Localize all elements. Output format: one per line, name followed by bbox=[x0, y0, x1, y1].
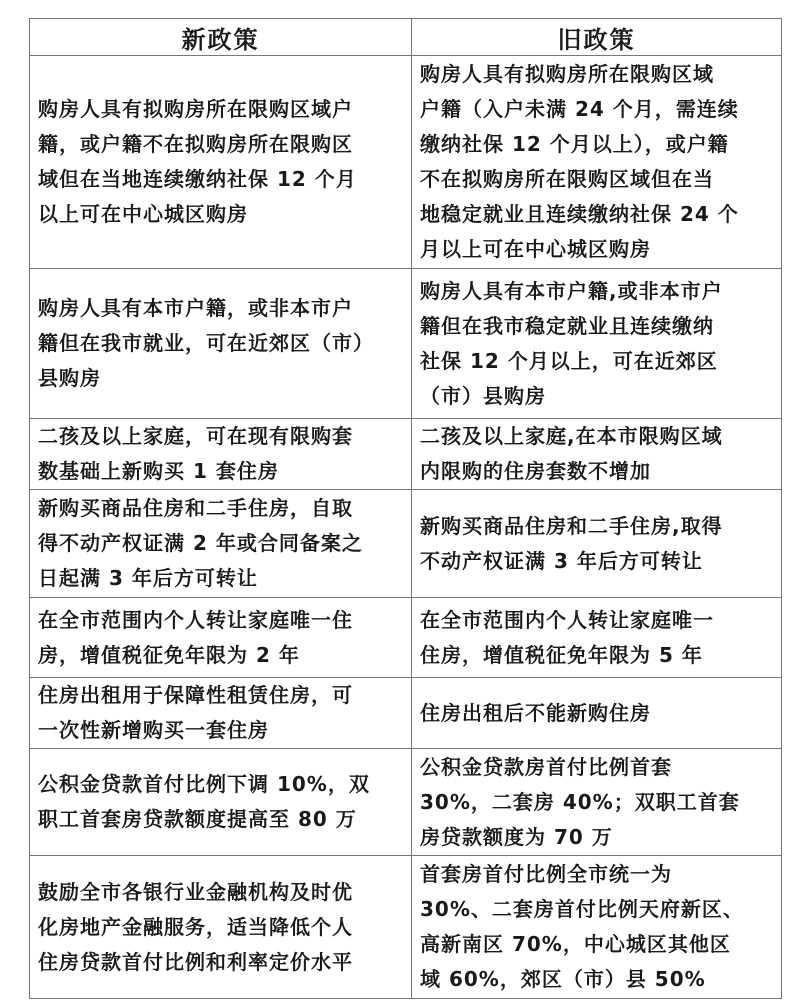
cell-text-line: 购房人具有拟购房所在限购区域户 bbox=[38, 97, 353, 121]
header-old-policy: 旧政策 bbox=[412, 19, 782, 56]
cell-text-line: 籍但在我市稳定就业且连续缴纳 bbox=[420, 313, 714, 338]
header-row bbox=[30, 19, 782, 56]
cell-text-line: 日起满 3 年后方可转让 bbox=[38, 566, 258, 590]
cell-text-line: 房贷款额度为 70 万 bbox=[420, 824, 613, 849]
cell-text-line: 住房，增值税征免年限为 5 年 bbox=[420, 642, 703, 667]
old-policy-cell bbox=[412, 269, 782, 419]
old-policy-cell bbox=[412, 56, 782, 269]
table-row bbox=[30, 419, 782, 490]
policy-comparison-table bbox=[29, 18, 782, 999]
cell-text-line: 内限购的住房套数不增加 bbox=[420, 459, 651, 483]
old-policy-cell bbox=[412, 856, 782, 999]
cell-text-line: 社保 12 个月以上，可在近郊区 bbox=[420, 348, 718, 373]
cell-text-line: 新购买商品住房和二手住房,取得 bbox=[420, 513, 723, 538]
new-policy-cell bbox=[30, 678, 412, 749]
cell-text-line: 县购房 bbox=[38, 366, 101, 390]
cell-text-line: 二孩及以上家庭，可在现有限购套 bbox=[38, 424, 353, 448]
cell-text-line: 籍，或户籍不在拟购房所在限购区 bbox=[38, 132, 353, 156]
old-policy-cell bbox=[412, 598, 782, 678]
table-row bbox=[30, 269, 782, 419]
cell-text-line: 不在拟购房所在限购区域但在当 bbox=[420, 167, 714, 191]
cell-text-line: 地稳定就业且连续缴纳社保 24 个 bbox=[420, 202, 739, 226]
cell-text-line: 高新南区 70%，中心城区其他区 bbox=[420, 932, 731, 956]
cell-text-line: 购房人具有本市户籍，或非本市户 bbox=[38, 296, 353, 320]
new-policy-cell bbox=[30, 856, 412, 999]
cell-text-line: 域 60%，郊区（市）县 50% bbox=[420, 967, 706, 991]
cell-text-line: 鼓励全市各银行业金融机构及时优 bbox=[38, 879, 353, 904]
new-policy-cell bbox=[30, 749, 412, 856]
cell-text-line: 住房贷款首付比例和利率定价水平 bbox=[38, 949, 353, 974]
cell-text-line: （市）县购房 bbox=[420, 383, 546, 408]
new-policy-cell bbox=[30, 56, 412, 269]
old-policy-cell bbox=[412, 490, 782, 598]
cell-text-line: 数基础上新购买 1 套住房 bbox=[38, 459, 279, 483]
cell-text-line: 在全市范围内个人转让家庭唯一住 bbox=[38, 607, 353, 632]
cell-text-line: 化房地产金融服务，适当降低个人 bbox=[38, 914, 353, 939]
cell-text-line: 得不动产权证满 2 年或合同备案之 bbox=[38, 531, 363, 555]
cell-text-line: 房，增值税征免年限为 2 年 bbox=[38, 642, 300, 667]
cell-text-line: 二孩及以上家庭,在本市限购区域 bbox=[420, 424, 723, 448]
old-policy-cell bbox=[412, 419, 782, 490]
table-row bbox=[30, 490, 782, 598]
cell-text-line: 购房人具有本市户籍,或非本市户 bbox=[420, 278, 723, 303]
cell-text-line: 月以上可在中心城区购房 bbox=[420, 237, 651, 261]
old-policy-cell bbox=[412, 678, 782, 749]
cell-text-line: 以上可在中心城区购房 bbox=[38, 202, 248, 226]
cell-text-line: 购房人具有拟购房所在限购区域 bbox=[420, 62, 714, 86]
cell-text-line: 职工首套房贷款额度提高至 80 万 bbox=[38, 807, 357, 831]
table-row bbox=[30, 56, 782, 269]
cell-text-line: 在全市范围内个人转让家庭唯一 bbox=[420, 607, 714, 632]
cell-text-line: 缴纳社保 12 个月以上），或户籍 bbox=[420, 132, 729, 156]
cell-text-line: 不动产权证满 3 年后方可转让 bbox=[420, 548, 703, 573]
old-policy-cell bbox=[412, 749, 782, 856]
cell-text-line: 住房出租用于保障性租赁住房，可 bbox=[38, 683, 353, 707]
cell-text-line: 30%，二套房 40%；双职工首套 bbox=[420, 789, 740, 814]
new-policy-cell bbox=[30, 269, 412, 419]
new-policy-cell bbox=[30, 419, 412, 490]
cell-text-line: 首套房首付比例全市统一为 bbox=[420, 862, 672, 886]
cell-text-line: 公积金贷款首付比例下调 10%，双 bbox=[38, 772, 370, 796]
table-row bbox=[30, 598, 782, 678]
cell-text-line: 公积金贷款房首付比例首套 bbox=[420, 754, 672, 779]
cell-text-line: 籍但在我市就业，可在近郊区（市） bbox=[38, 331, 374, 355]
cell-text-line: 住房出租后不能新购住房 bbox=[420, 700, 651, 725]
table-row bbox=[30, 856, 782, 999]
cell-text-line: 新购买商品住房和二手住房，自取 bbox=[38, 496, 353, 520]
cell-text-line: 30%、二套房首付比例天府新区、 bbox=[420, 897, 744, 921]
new-policy-cell bbox=[30, 490, 412, 598]
cell-text-line: 域但在当地连续缴纳社保 12 个月 bbox=[38, 167, 357, 191]
table-row bbox=[30, 678, 782, 749]
cell-text-line: 户籍（入户未满 24 个月，需连续 bbox=[420, 97, 739, 121]
new-policy-cell bbox=[30, 598, 412, 678]
table-row bbox=[30, 749, 782, 856]
cell-text-line: 一次性新增购买一套住房 bbox=[38, 718, 269, 742]
header-new-policy: 新政策 bbox=[30, 19, 412, 56]
